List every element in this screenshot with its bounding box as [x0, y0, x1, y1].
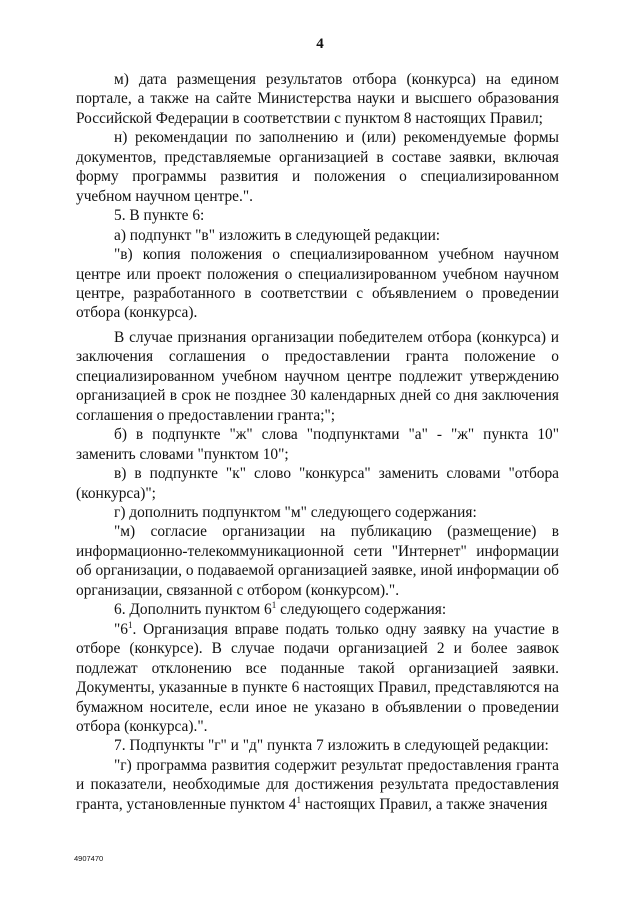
- document-id: 4907470: [74, 854, 104, 863]
- paragraph-n: н) рекомендации по заполнению и (или) рекомендуемые формы документов, представляемые организацией в составе заявки, включая форму программы развития и положения о специализированном учебном научном центре.".: [76, 129, 559, 205]
- superscript: 1: [271, 600, 277, 611]
- paragraph-point-6-tail: следующего содержания:: [276, 601, 447, 619]
- paragraph-5a-text-cont: В случае признания организации победителем отбора (конкурса) и заключения соглашения о предоставлении гранта положение о специализированном учебном научном центре подлежит утверждению организацией в срок не позднее 30 календарных дней со дня заключения соглашения о предоставлении гранта;";: [76, 328, 559, 424]
- paragraph-7g-text: "г) программа развития содержит результат предоставления гранта и показатели, необходимые для достижения результата предоставления гранта, установленные пунктом 4: [76, 756, 559, 813]
- paragraph-point-6: [76, 600, 559, 619]
- superscript: 1: [296, 794, 301, 805]
- page-number: 4: [316, 36, 324, 52]
- paragraph-point-5: 5. В пункте 6:: [114, 207, 205, 225]
- document-body: [76, 70, 559, 814]
- paragraph-5g-text: "м) согласие организации на публикацию (размещение) в информационно-телекоммуникационной сети "Интернет" информации об организации, о подаваемой организацией заявке, иной информации об организации, связанной с отбором (конкурсом).".: [76, 523, 559, 599]
- paragraph-7g-tail: настоящих Правил, а также значения: [300, 795, 548, 813]
- paragraph-6-1-num: "6: [114, 620, 128, 638]
- paragraph-6-1-text: [76, 620, 559, 737]
- paragraph-7g: [76, 756, 559, 814]
- paragraph-5a-text: "в) копия положения о специализированном учебном научном центре или проект положения о специализированном учебном научном центре, разработанного в соответствии с объявлением о проведении отбора (конкурса).: [76, 246, 559, 322]
- paragraph-5g: г) дополнить подпунктом "м" следующего содержания:: [114, 503, 477, 521]
- paragraph-5b: б) в подпункте "ж" слова "подпунктами "а" - "ж" пункта 10" заменить словами "пунктом 10";: [76, 426, 559, 463]
- paragraph-point-7: 7. Подпункты "г" и "д" пункта 7 изложить в следующей редакции:: [114, 737, 549, 755]
- paragraph-5a: а) подпункт "в" изложить в следующей редакции:: [114, 226, 441, 244]
- paragraph-6-1-body: . Организация вправе подать только одну заявку на участие в отборе (конкурсе). В случае подачи организацией 2 и более заявок подлежат отклонению все поданные такой организацией заявки. Документы, указанные в пункте 6 настоящих Правил, представляются на бумажном носителе, если иное не указано в объявлении о проведении отбора (конкурса).".: [76, 620, 559, 735]
- superscript: 1: [127, 619, 133, 630]
- paragraph-5v: в) в подпункте "к" слово "конкурса" заменить словами "отбора (конкурса)";: [76, 465, 559, 502]
- paragraph-m: м) дата размещения результатов отбора (конкурса) на едином портале, а также на сайте Министерства науки и высшего образования Российской Федерации в соответствии с пунктом 8 настоящих Правил;: [76, 71, 559, 127]
- paragraph-point-6-text: 6. Дополнить пунктом 6: [114, 601, 272, 619]
